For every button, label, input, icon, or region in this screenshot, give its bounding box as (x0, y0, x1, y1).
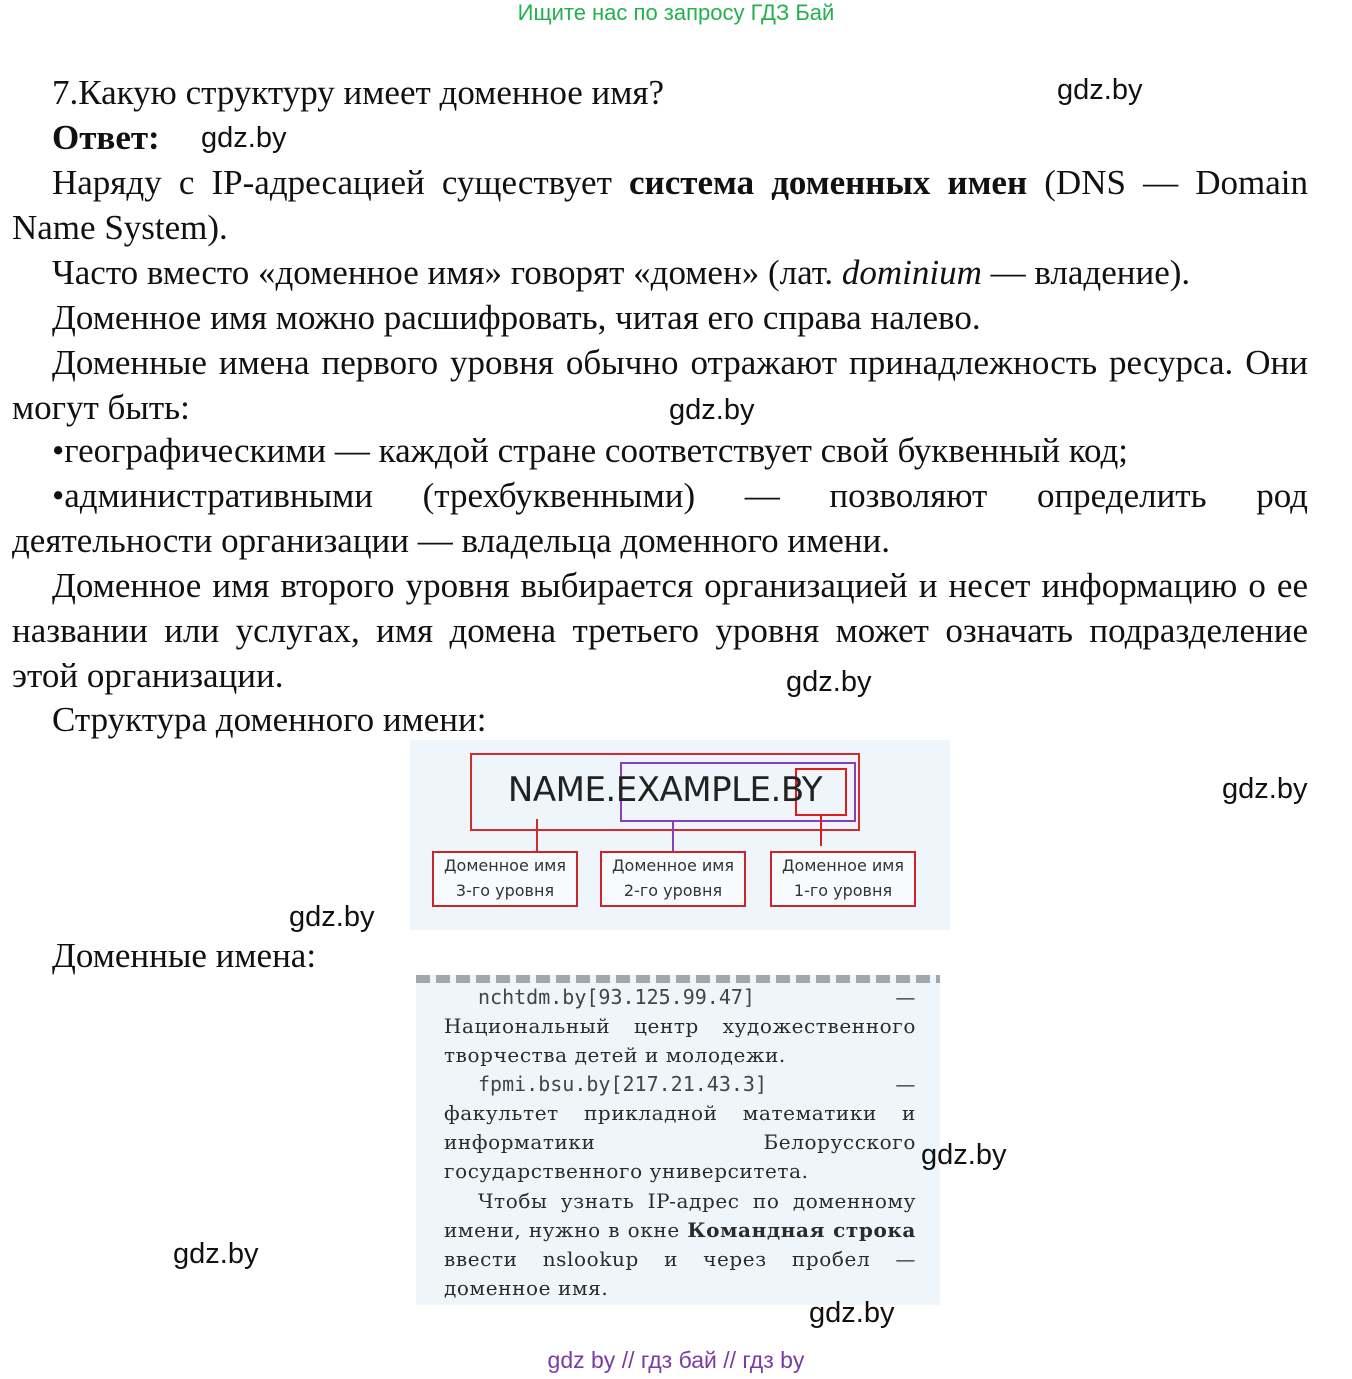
connector-second (672, 820, 674, 852)
cropped-line (416, 975, 940, 983)
footer-links[interactable]: gdz by // гдз бай // гдз by (547, 1347, 805, 1373)
domain-example: NAME.EXAMPLE.BY (507, 770, 823, 810)
answer-label: Ответ: (52, 118, 160, 157)
paragraph-second-level: Доменное имя второго уровня выбирается организацией и несет информацию о ее названии или услугах, имя домена третьего уровня может означать подразделение этой организации. (12, 566, 1308, 695)
watermark: gdz.by (921, 1139, 1007, 1171)
paragraph-decode: Доменное имя можно расшифровать, читая его справа налево. (52, 298, 981, 337)
label-second-level: Доменное имя 2-го уровня (600, 851, 746, 907)
connector-third (536, 819, 538, 851)
latin-term: dominium (841, 253, 982, 292)
watermark: gdz.by (786, 666, 872, 698)
label-third-level: Доменное имя 3-го уровня (432, 851, 578, 907)
label-first-level: Доменное имя 1-го уровня (770, 851, 916, 907)
watermark: gdz.by (201, 122, 287, 154)
paragraph-first-level: Доменные имена первого уровня обычно отражают принадлежность ресурса. Они могут быть: (12, 343, 1308, 427)
bullet-geographic: •географическими — каждой стране соответствует свой буквенный код; (52, 431, 1128, 470)
bullet-administrative: •административными (трехбуквенными) — позволяют определить род деятельности организации — владельца доменного имени. (12, 476, 1308, 560)
domain-structure-diagram (410, 740, 950, 930)
textbook-excerpt (416, 975, 940, 1305)
excerpt-fpmi: fpmi.bsu.by[217.21.43.3] — факультет прикладной математики и информатики Белорусского государственного университета. (444, 1072, 916, 1183)
paragraph-domain: Часто вместо «доменное имя» говорят «домен» (лат. dominium — владение). (52, 253, 1191, 292)
paragraph-domain-names: Доменные имена: (52, 936, 317, 975)
watermark: gdz.by (809, 1297, 895, 1329)
watermark: gdz.by (173, 1238, 259, 1270)
paragraph-dns: Наряду с IP-адресацией существует система доменных имен (DNS — Domain Name System). (12, 163, 1308, 247)
watermark: gdz.by (1057, 74, 1143, 106)
watermark: gdz.by (1222, 773, 1308, 805)
connector-first (820, 814, 822, 846)
watermark: gdz.by (289, 901, 375, 933)
excerpt-nchtdm: nchtdm.by[93.125.99.47] — Национальный центр художественного творчества детей и молодежи. (444, 985, 916, 1067)
paragraph-structure: Структура доменного имени: (52, 700, 487, 739)
search-banner: Ищите нас по запросу ГДЗ Бай (517, 0, 835, 25)
dns-term: система доменных имен (629, 163, 1028, 202)
watermark: gdz.by (669, 394, 755, 426)
question-title: 7.Какую структуру имеет доменное имя? (52, 73, 665, 112)
excerpt-nslookup: Чтобы узнать IP-адрес по доменному имени, нужно в окне Командная строка ввести nslookup и через пробел — доменное имя. (444, 1189, 916, 1300)
